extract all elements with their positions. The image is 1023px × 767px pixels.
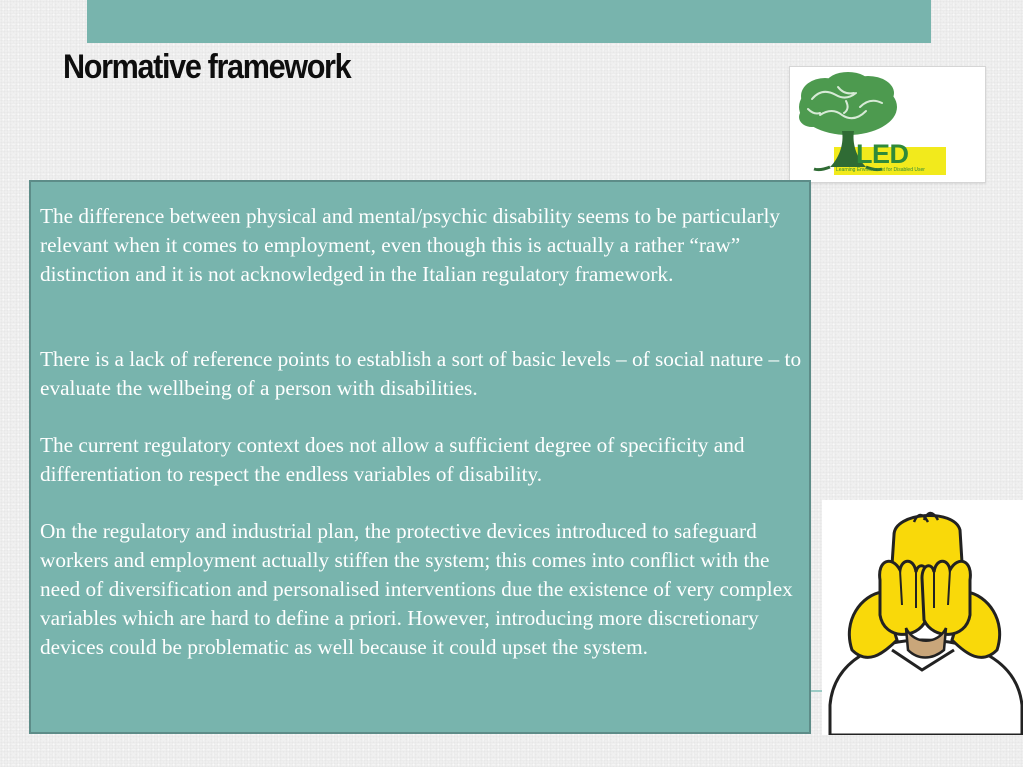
led-logo (789, 66, 986, 183)
paragraph-1: The difference between physical and mental/psychic disability seems to be particularly relevant when it comes to employment, even though this is actually a rather “raw” distinction and it is not acknowledged in the Italian regulatory framework. (40, 204, 781, 286)
logo-text: LED (856, 139, 909, 169)
content-text-box (29, 180, 811, 734)
paragraph-4: On the regulatory and industrial plan, the protective devices introduced to safeguard workers and employment actually stiffen the system; this comes into conflict with the need of diversification and personalised interventions due the existence of very complex variables which are hard to define a priori. However, introducing more discretionary devices could be problematic as well because it could upset the system. (40, 519, 793, 659)
logo-tagline: Learning Environment for Disabled User (836, 167, 925, 173)
top-accent-bar (87, 0, 931, 43)
facepalm-cartoon-icon (822, 500, 1023, 735)
paragraph-2: There is a lack of reference points to establish a sort of basic levels – of social nature – to evaluate the wellbeing of a person with disabilities. (40, 347, 802, 400)
facepalm-cartoon-image (822, 500, 1023, 735)
paragraph-3: The current regulatory context does not allow a sufficient degree of specificity and differentiation to respect the endless variables of disability. (40, 433, 745, 486)
slide-title: Normative framework (63, 48, 351, 86)
